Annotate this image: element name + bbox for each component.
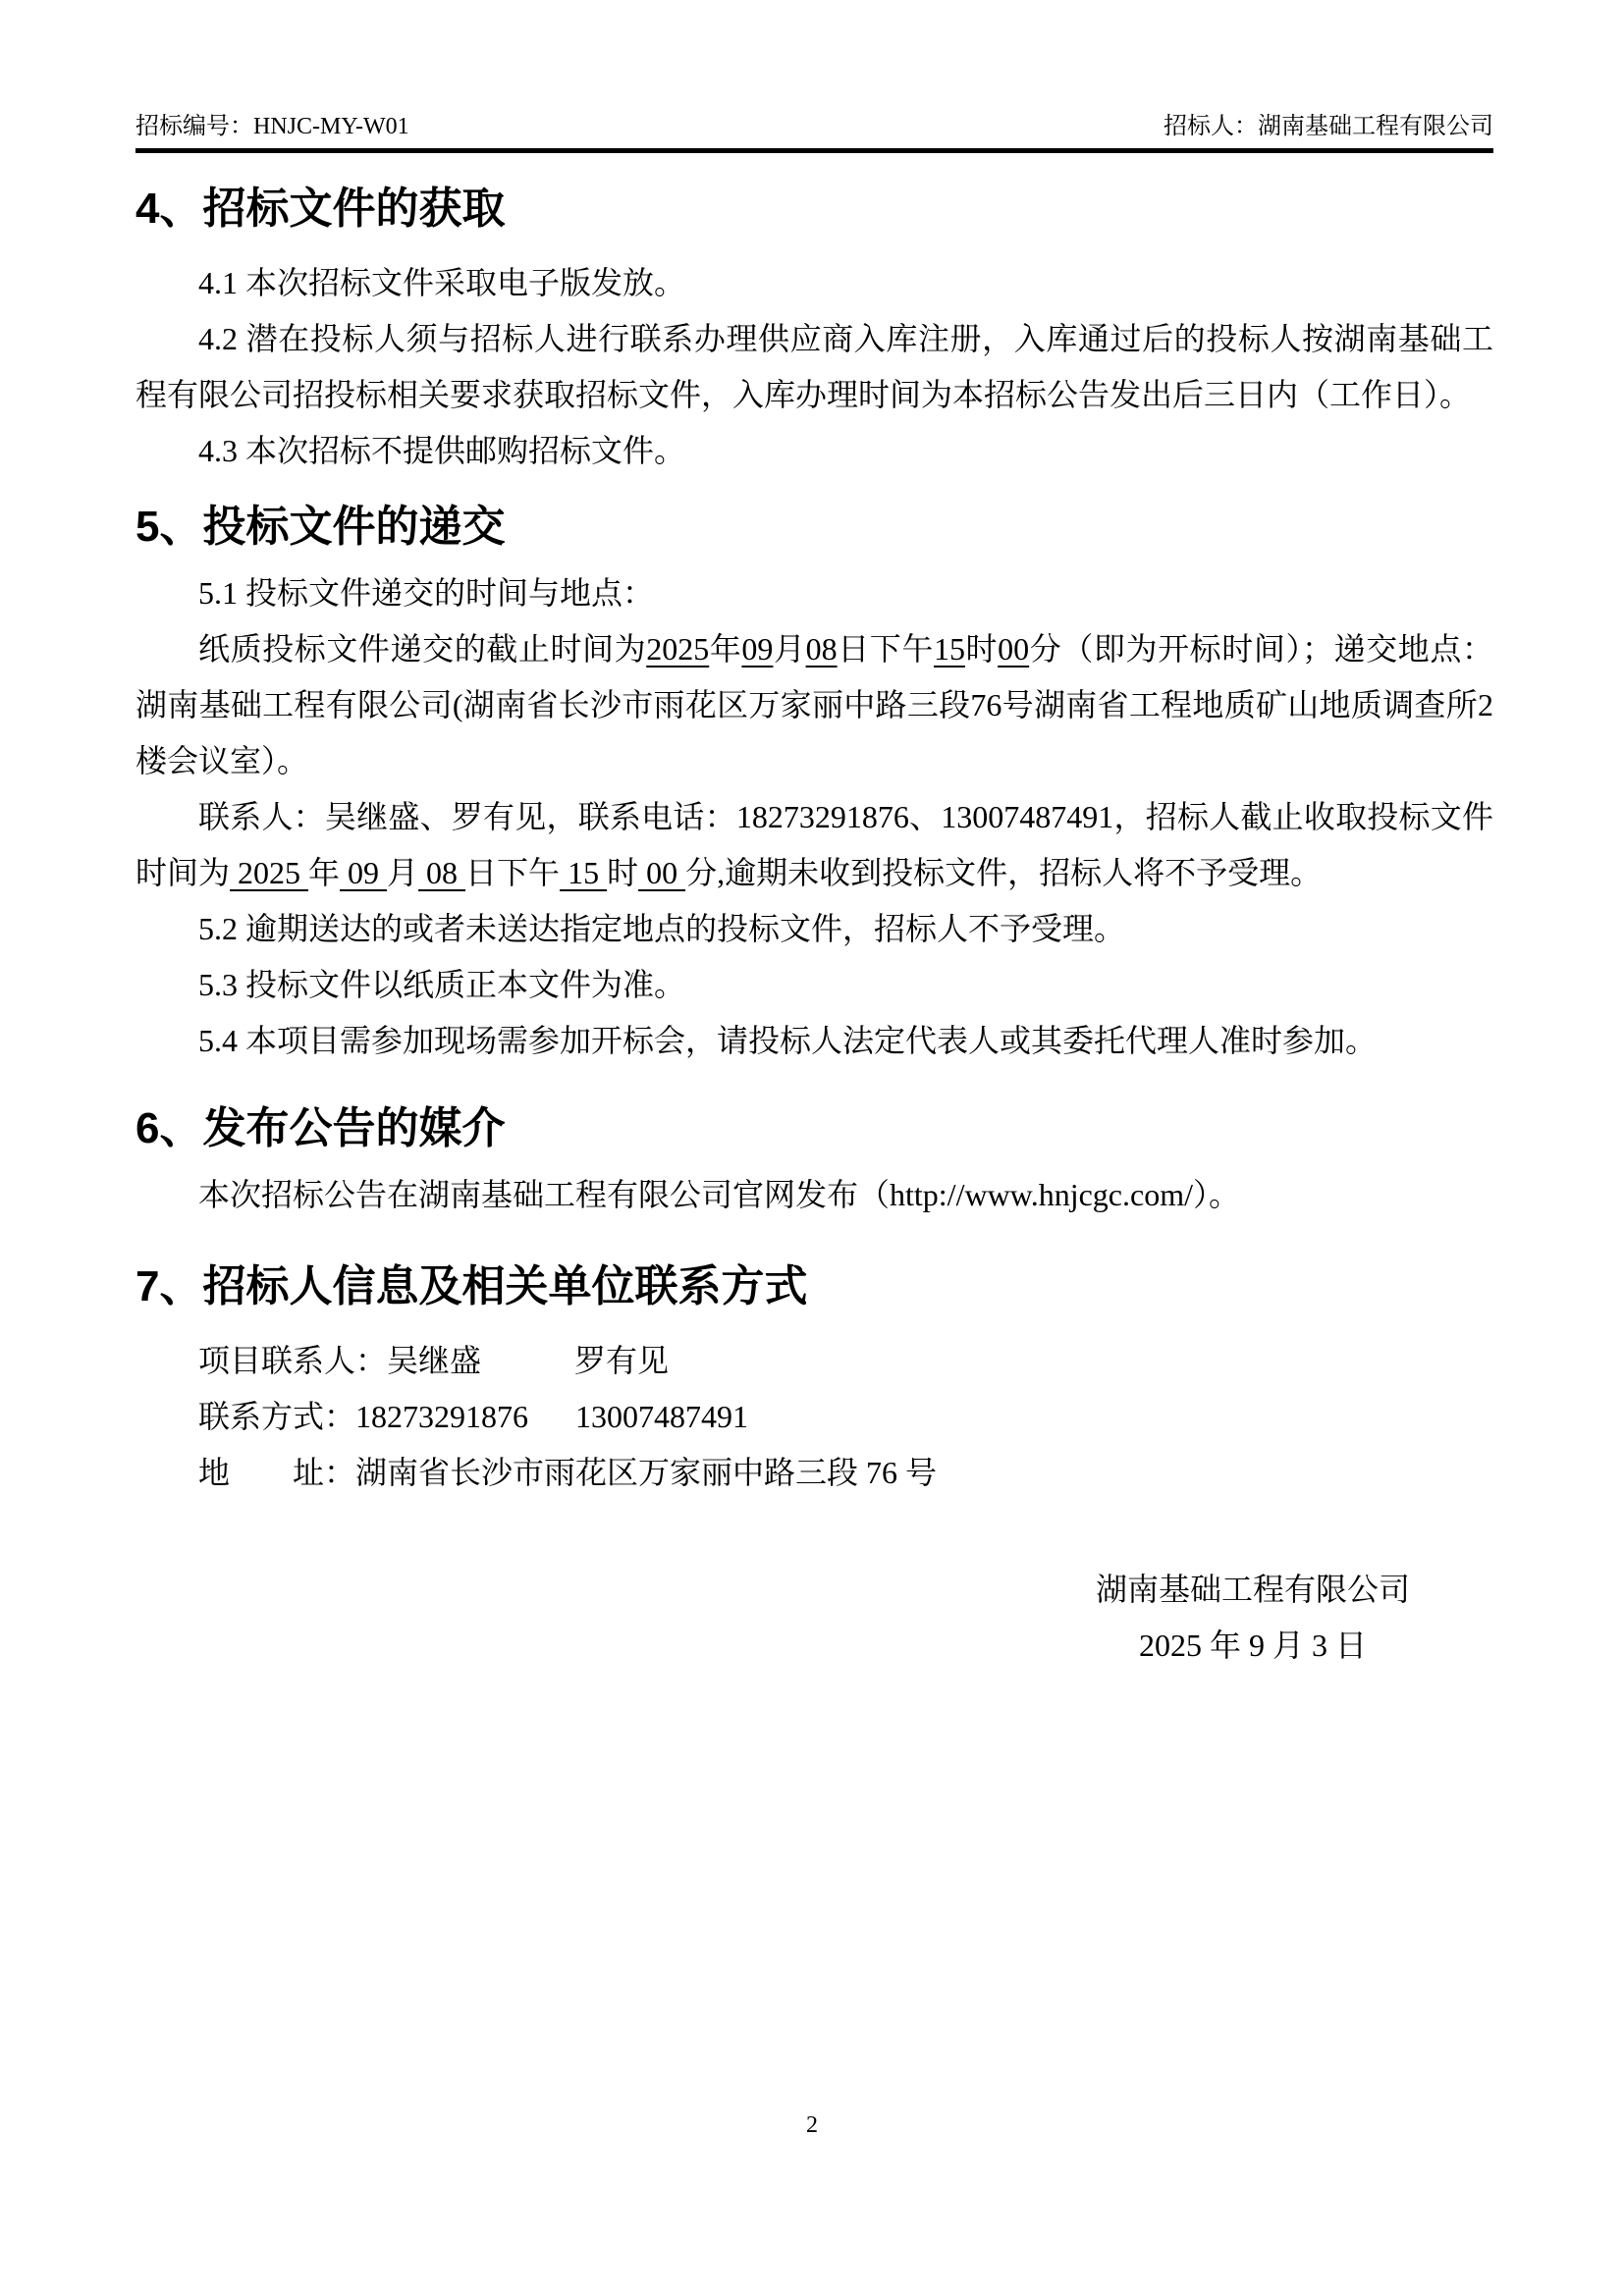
contacts-day: 08: [418, 855, 466, 890]
contacts-text: 联系人：吴继盛、罗有见，联系电话：18273291876、13007487491，招标人截止收取投标文件时间为: [135, 799, 1493, 890]
paragraph-5-4: 5.4 本项目需参加现场需参加开标会，请投标人法定代表人或其委托代理人准时参加。: [198, 1023, 1378, 1058]
section-7-title: 7、招标人信息及相关单位联系方式: [135, 1262, 808, 1310]
contact-person-row: [135, 1333, 1493, 1389]
page-number: 2: [806, 2112, 818, 2138]
paragraph-6-1: 本次招标公告在湖南基础工程有限公司官网发布（http://www.hnjcgc.com/）。: [198, 1177, 1240, 1212]
contacts-minute: 00: [638, 855, 686, 890]
contact-person-1: 吴继盛: [387, 1343, 482, 1378]
address-row: [135, 1445, 1493, 1501]
deadline-sep2: 月: [773, 631, 806, 667]
paragraph-5-3: 5.3 投标文件以纸质正本文件为准。: [198, 967, 686, 1002]
deadline-tail: 分（即为开标时间）；递交地点：湖南基础工程有限公司(湖南省长沙市雨花区万家丽中路三段76号湖南省工程地质矿山地质调查所2楼会议室）。: [135, 631, 1493, 778]
address-label: 地 址：: [198, 1455, 356, 1490]
paragraph-5-deadline: [135, 621, 1493, 789]
tenderee-name: 招标人：湖南基础工程有限公司: [1164, 114, 1493, 139]
signature-company: 湖南基础工程有限公司: [1095, 1572, 1410, 1607]
page-header: [135, 110, 1493, 153]
contact-phone-label: 联系方式：: [198, 1399, 356, 1434]
deadline-minute: 00: [998, 631, 1030, 667]
paragraph-4-3: 4.3 本次招标不提供邮购招标文件。: [198, 433, 686, 468]
deadline-sep1: 年: [709, 631, 742, 667]
signature-block: [1096, 1562, 1410, 1674]
paragraph-5-contacts: [135, 789, 1493, 901]
deadline-day: 08: [805, 631, 838, 667]
deadline-sep3: 日下午: [837, 631, 934, 667]
deadline-hour: 15: [933, 631, 965, 667]
paragraph-5-2: 5.2 逾期送达的或者未送达指定地点的投标文件，招标人不予受理。: [198, 911, 1126, 946]
contacts-year: 2025: [230, 855, 309, 890]
deadline-sep4: 时: [964, 631, 999, 667]
contact-phone-row: [135, 1389, 1493, 1445]
contacts-month: 09: [340, 855, 388, 890]
contacts-sep2: 月: [387, 855, 419, 890]
section-4-title: 4、招标文件的获取: [135, 185, 506, 233]
deadline-year: 2025: [646, 631, 710, 667]
section-5-title: 5、投标文件的递交: [135, 503, 506, 551]
paragraph-4-2: 4.2 潜在投标人须与招标人进行联系办理供应商入库注册，入库通过后的投标人按湖南基础工程有限公司招投标相关要求获取招标文件，入库办理时间为本招标公告发出后三日内（工作日）。: [135, 321, 1493, 412]
deadline-month: 09: [741, 631, 774, 667]
contacts-sep1: 年: [308, 855, 341, 890]
contact-phone-1: 18273291876: [355, 1399, 529, 1434]
contact-person-label: 项目联系人：: [198, 1343, 388, 1378]
signature-date: 2025 年 9 月 3 日: [1138, 1628, 1367, 1663]
contact-phone-2: 13007487491: [575, 1399, 749, 1434]
tender-number: 招标编号：HNJC-MY-W01: [135, 114, 409, 139]
section-6-title: 6、发布公告的媒介: [135, 1104, 506, 1152]
deadline-text: 纸质投标文件递交的截止时间为: [198, 631, 647, 667]
paragraph-4-1: 4.1 本次招标文件采取电子版发放。: [198, 265, 686, 300]
paragraph-5-1: 5.1 投标文件递交的时间与地点：: [198, 575, 655, 611]
contacts-tail: 分,逾期未收到投标文件，招标人将不予受理。: [685, 855, 1323, 890]
contact-person-2: 罗有见: [574, 1343, 670, 1378]
contacts-sep4: 时: [607, 855, 639, 890]
address-value: 湖南省长沙市雨花区万家丽中路三段 76 号: [355, 1455, 938, 1490]
document-body: [135, 149, 1493, 1674]
contacts-hour: 15: [560, 855, 608, 890]
contacts-sep3: 日下午: [465, 855, 561, 890]
